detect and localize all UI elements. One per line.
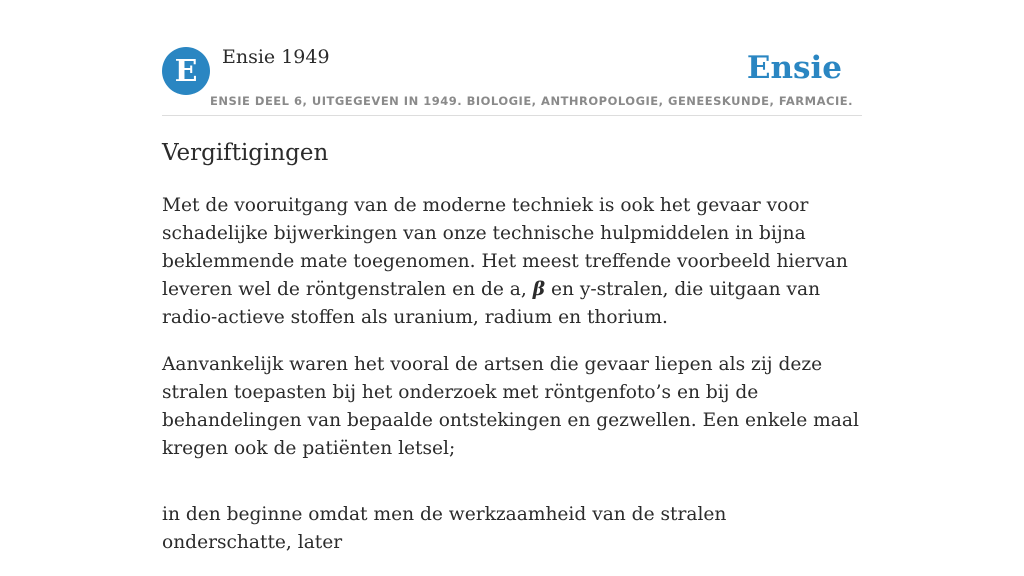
paragraph: in den beginne omdat men de werkzaamheid van de stralen onderschatte, later [162, 504, 727, 553]
beta-symbol: β [532, 279, 546, 300]
site-name[interactable]: Ensie 1949 [222, 46, 330, 68]
brand-link[interactable]: Ensie [746, 50, 842, 86]
logo-letter: E [174, 53, 198, 89]
article-body [162, 192, 862, 576]
header-divider [162, 115, 862, 116]
paragraph-text: en y-stralen, die uitgaan van radio-actieve stoffen als uranium, radium en thorium. [162, 279, 821, 328]
edition-subtitle: ENSIE DEEL 6, UITGEGEVEN IN 1949. BIOLOGIE, ANTHROPOLOGIE, GENEESKUNDE, FARMACIE. [210, 94, 853, 108]
paragraph [162, 192, 862, 332]
ensie-logo-icon[interactable] [162, 47, 210, 95]
page-title: Vergiftigingen [162, 140, 329, 166]
paragraph-text: Met de vooruitgang van de moderne techniek is ook het gevaar voor schadelijke bijwerkingen van onze technische hulpmiddelen in bijna beklemmende mate toegenomen. Het meest treffende voorbeeld hiervan leveren wel de röntgenstralen en de a, [162, 195, 848, 300]
paragraph: Aanvankelijk waren het vooral de artsen die gevaar liepen als zij deze stralen toepasten bij het onderzoek met röntgenfoto’s en bij de behandelingen van bepaalde ontstekingen en gezwellen. Een enkele maal kregen ook de patiënten letsel; [162, 354, 859, 459]
